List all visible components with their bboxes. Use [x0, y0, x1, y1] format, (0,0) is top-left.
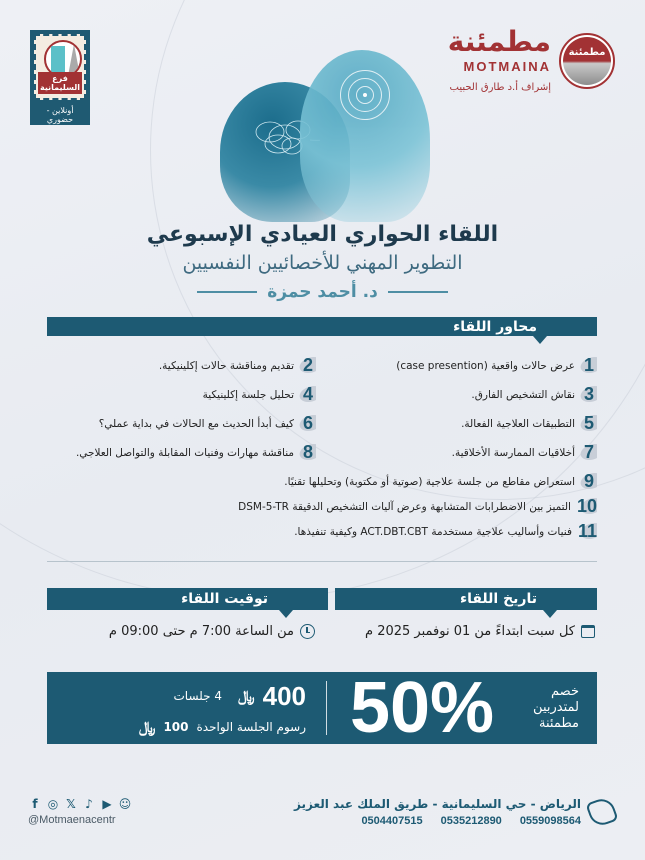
- price-divider: [326, 681, 327, 735]
- per-session-label: رسوم الجلسة الواحدة: [196, 719, 306, 734]
- event-subtitle: التطوير المهني للأخصائيين النفسيين: [182, 252, 463, 274]
- date-heading: تاريخ اللقاء: [459, 591, 537, 607]
- topic-item: 11 فنيات وأساليب علاجية مستخدمة ACT.DBT.CBT وكيفية تنفيذها.: [294, 521, 597, 541]
- presenter-name: د. أحمد حمزة: [267, 282, 378, 302]
- branch-label: فرع السليمانية: [38, 72, 82, 94]
- topic-item: 5 التطبيقات العلاجية الفعالة.: [336, 413, 597, 434]
- brand-badge-icon: مطمئنة: [559, 33, 615, 89]
- address: الرياض - حي السليمانية - طريق الملك عبد العزيز: [294, 797, 581, 811]
- discount-label: خصم لمتدربين مطمئنة: [533, 683, 579, 732]
- pricing-banner: [47, 668, 597, 748]
- phone-number[interactable]: 0535212890: [440, 815, 502, 827]
- topic-item: 9 استعراض مقاطع من جلسة علاجية (صوتية أو مكتوبة) وتحليلها تقنيًا.: [55, 471, 597, 492]
- topic-item: 6 كيف أبدأ الحديث مع الحالات في بداية عملي؟: [55, 413, 316, 434]
- clock-icon: [300, 624, 315, 639]
- snapchat-icon[interactable]: ☺: [118, 797, 132, 811]
- brand-supervision: إشراف أ.د طارق الحبيب: [449, 82, 551, 93]
- presenter: [0, 282, 645, 302]
- calendar-icon: [581, 625, 595, 638]
- phone-number[interactable]: 0504407515: [361, 815, 423, 827]
- price-details: [47, 681, 316, 736]
- axes-heading: محاور اللقاء: [453, 318, 537, 335]
- discount-value: 50%: [349, 668, 495, 748]
- topics-list: [55, 355, 597, 542]
- topic-item: 7 أخلاقيات الممارسة الأخلاقية.: [336, 442, 597, 463]
- per-session-price: 100: [163, 719, 189, 734]
- x-icon[interactable]: 𝕏: [66, 797, 76, 811]
- branch-mode: أونلاين - حضوري: [46, 106, 74, 124]
- brand-name-arabic: مطمئنة: [447, 25, 551, 58]
- brand-name-english: MOTMAINA: [463, 59, 551, 74]
- phone-icon: [585, 795, 618, 828]
- topic-item: 10 التميز بين الاضطرابات المتشابهة وعرض آليات التشخيص الدقيقة DSM-5-TR: [238, 496, 597, 516]
- topic-item: 4 تحليل جلسة إكلينيكية: [55, 384, 316, 405]
- divider-line: [388, 291, 448, 293]
- topic-item: 2 تقديم ومناقشة حالات إكلينيكية.: [55, 355, 316, 376]
- brand-logo: [447, 25, 615, 93]
- topic-item: 8 مناقشة مهارات وفنيات المقابلة والتواصل العلاجي.: [55, 442, 316, 463]
- tiktok-icon[interactable]: ♪: [85, 797, 93, 811]
- topic-item: 3 نقاش التشخيص الفارق.: [336, 384, 597, 405]
- date-heading-banner: [335, 588, 597, 610]
- branch-stamp: [30, 30, 90, 125]
- social-links: [28, 797, 132, 826]
- head-silhouette-right: [300, 50, 430, 222]
- date-info: [365, 624, 595, 639]
- axes-heading-banner: [47, 317, 597, 336]
- social-handle[interactable]: @Motmaenacentr: [28, 814, 116, 826]
- divider-line: [197, 291, 257, 293]
- time-info: [109, 624, 315, 639]
- date-text: كل سبت ابتداءً من 01 نوفمبر 2025 م: [365, 624, 575, 639]
- contact-info: [294, 797, 615, 827]
- section-divider: [47, 561, 597, 562]
- time-heading-banner: [47, 588, 328, 610]
- event-title: اللقاء الحواري العيادي الإسبوعي: [146, 222, 499, 247]
- package-price: 400: [262, 680, 306, 711]
- riyal-icon: ﷼: [238, 687, 255, 705]
- instagram-icon[interactable]: ◎: [47, 797, 59, 811]
- facebook-icon[interactable]: f: [32, 797, 38, 811]
- two-heads-illustration: [210, 42, 450, 222]
- time-text: من الساعة 7:00 م حتى 09:00 م: [108, 624, 294, 639]
- youtube-icon[interactable]: ▶: [102, 797, 112, 811]
- sessions-count: 4 جلسات: [173, 689, 222, 703]
- time-heading: توقيت اللقاء: [181, 591, 268, 607]
- phone-number[interactable]: 0559098564: [519, 815, 581, 827]
- riyal-icon: ﷼: [138, 717, 156, 736]
- topic-item: 1 عرض حالات واقعية (case presention): [336, 355, 597, 376]
